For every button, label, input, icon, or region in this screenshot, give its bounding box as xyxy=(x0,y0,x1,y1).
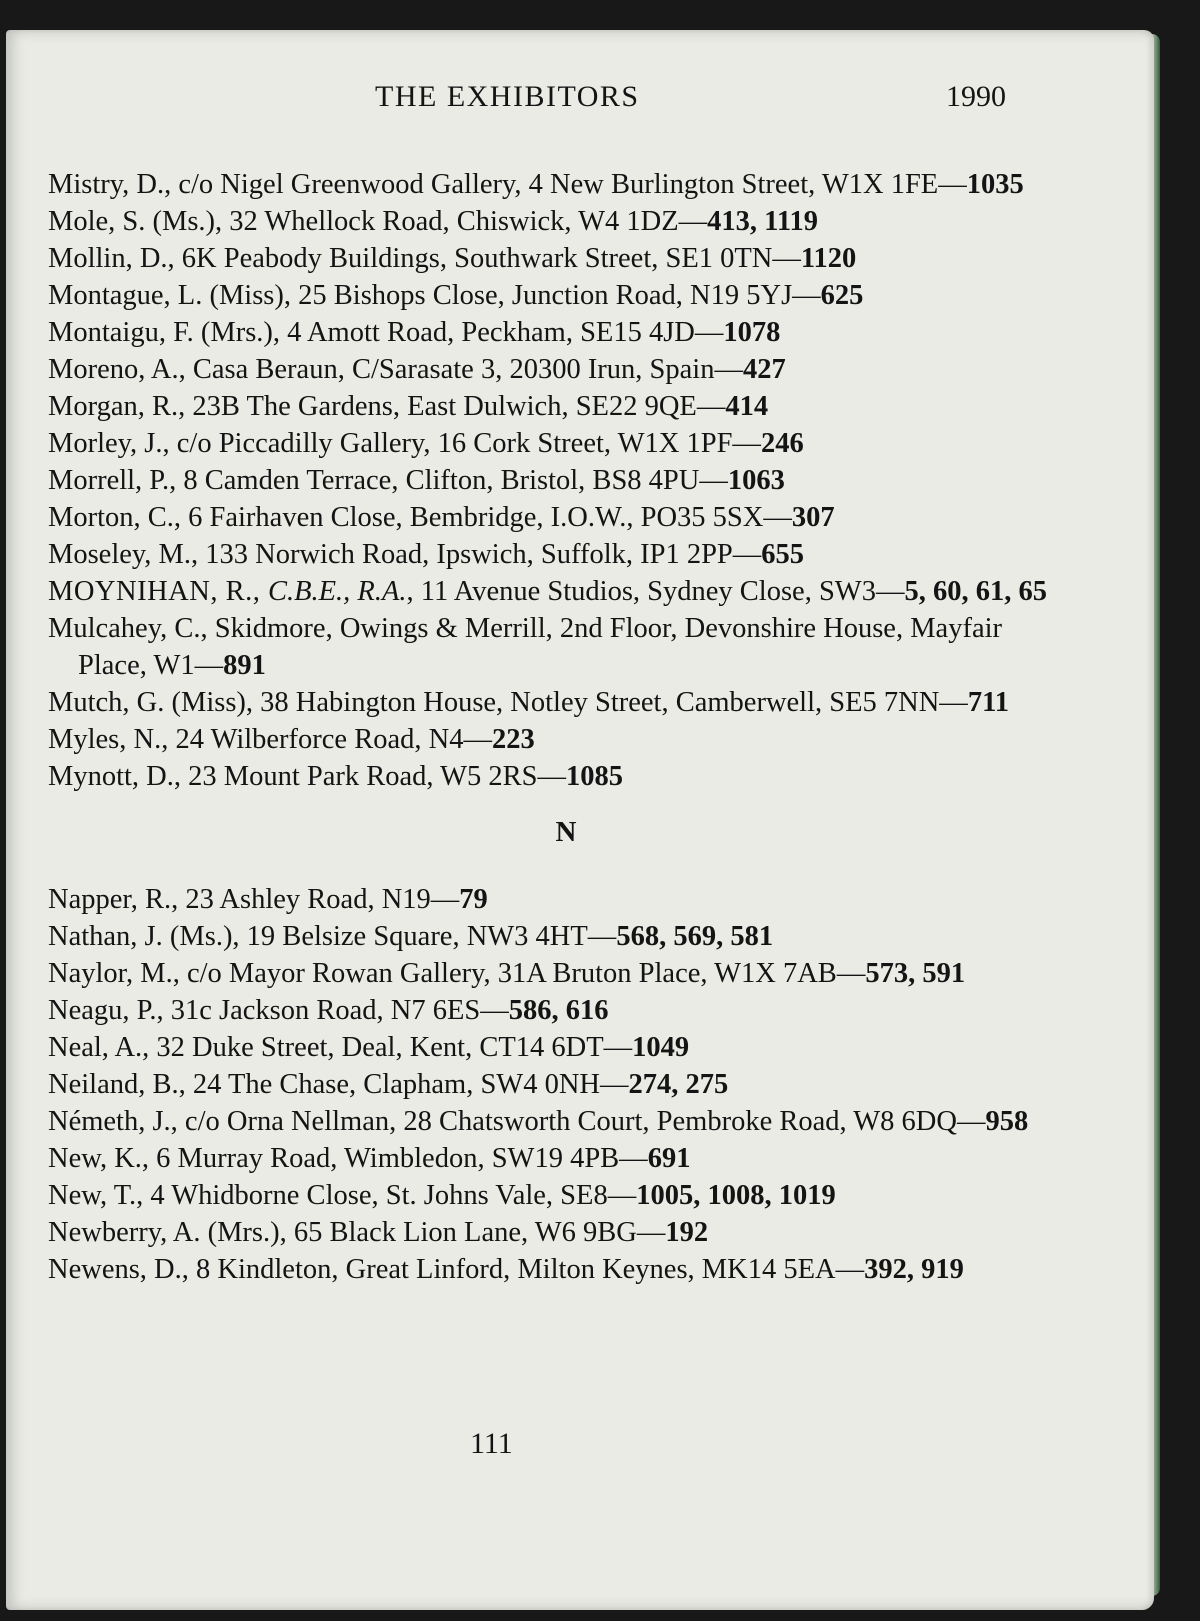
exhibitor-entry: Neagu, P., 31c Jackson Road, N7 6ES—586, 616 xyxy=(48,995,609,1026)
exhibitor-entry: Mole, S. (Ms.), 32 Whellock Road, Chiswick, W4 1DZ—413, 1119 xyxy=(48,206,819,237)
exhibitor-entry: Newberry, A. (Mrs.), 65 Black Lion Lane, W6 9BG—192 xyxy=(48,1217,709,1248)
exhibitor-entry: Moseley, M., 133 Norwich Road, Ipswich, Suffolk, IP1 2PP—655 xyxy=(48,539,805,570)
exhibitor-entry: Neal, A., 32 Duke Street, Deal, Kent, CT14 6DT—1049 xyxy=(48,1032,690,1063)
exhibitor-entry: Neiland, B., 24 The Chase, Clapham, SW4 0NH—274, 275 xyxy=(48,1069,729,1100)
exhibitor-list xyxy=(48,166,1058,1288)
running-head-title: THE EXHIBITORS xyxy=(375,80,640,113)
exhibitor-entry: Morley, J., c/o Piccadilly Gallery, 16 Cork Street, W1X 1PF—246 xyxy=(48,428,804,459)
exhibitor-entry: Myles, N., 24 Wilberforce Road, N4—223 xyxy=(48,724,535,755)
page-content xyxy=(48,80,1058,1288)
exhibitor-entry: Mulcahey, C., Skidmore, Owings & Merrill, 2nd Floor, Devonshire House, Mayfair Place, W1—891 xyxy=(48,613,1002,681)
exhibitor-entry: Mistry, D., c/o Nigel Greenwood Gallery, 4 New Burlington Street, W1X 1FE—1035 xyxy=(48,169,1024,200)
exhibitor-entry: Newens, D., 8 Kindleton, Great Linford, Milton Keynes, MK14 5EA—392, 919 xyxy=(48,1254,964,1285)
exhibitor-entry: Morton, C., 6 Fairhaven Close, Bembridge, I.O.W., PO35 5SX—307 xyxy=(48,502,835,533)
exhibitor-entry: Moreno, A., Casa Beraun, C/Sarasate 3, 20300 Irun, Spain—427 xyxy=(48,354,786,385)
exhibitor-entry: Nathan, J. (Ms.), 19 Belsize Square, NW3 4HT—568, 569, 581 xyxy=(48,921,774,952)
exhibitor-entry-academician: MOYNIHAN, R., C.B.E., R.A., 11 Avenue Studios, Sydney Close, SW3—5, 60, 61, 65 xyxy=(48,576,1047,607)
exhibitor-entry: Mollin, D., 6K Peabody Buildings, Southwark Street, SE1 0TN—1120 xyxy=(48,243,857,274)
exhibitor-entry: Napper, R., 23 Ashley Road, N19—79 xyxy=(48,884,488,915)
page-number: 111 xyxy=(470,1427,513,1460)
exhibitor-entry: Morrell, P., 8 Camden Terrace, Clifton, Bristol, BS8 4PU—1063 xyxy=(48,465,785,496)
running-head xyxy=(48,80,1058,120)
running-head-year: 1990 xyxy=(946,80,1006,113)
exhibitor-entry: Németh, J., c/o Orna Nellman, 28 Chatsworth Court, Pembroke Road, W8 6DQ—958 xyxy=(48,1106,1029,1137)
exhibitor-entry: New, T., 4 Whidborne Close, St. Johns Vale, SE8—1005, 1008, 1019 xyxy=(48,1180,836,1211)
exhibitor-entry: Montague, L. (Miss), 25 Bishops Close, Junction Road, N19 5YJ—625 xyxy=(48,280,864,311)
exhibitor-entry: Montaigu, F. (Mrs.), 4 Amott Road, Peckham, SE15 4JD—1078 xyxy=(48,317,781,348)
exhibitor-entry: Mutch, G. (Miss), 38 Habington House, Notley Street, Camberwell, SE5 7NN—711 xyxy=(48,687,1009,718)
exhibitor-entry: New, K., 6 Murray Road, Wimbledon, SW19 4PB—691 xyxy=(48,1143,691,1174)
section-letter-heading: N xyxy=(555,816,577,848)
exhibitor-entry: Mynott, D., 23 Mount Park Road, W5 2RS—1085 xyxy=(48,761,624,792)
exhibitor-entry: Morgan, R., 23B The Gardens, East Dulwich, SE22 9QE—414 xyxy=(48,391,769,422)
exhibitor-entry: Naylor, M., c/o Mayor Rowan Gallery, 31A Bruton Place, W1X 7AB—573, 591 xyxy=(48,958,966,989)
